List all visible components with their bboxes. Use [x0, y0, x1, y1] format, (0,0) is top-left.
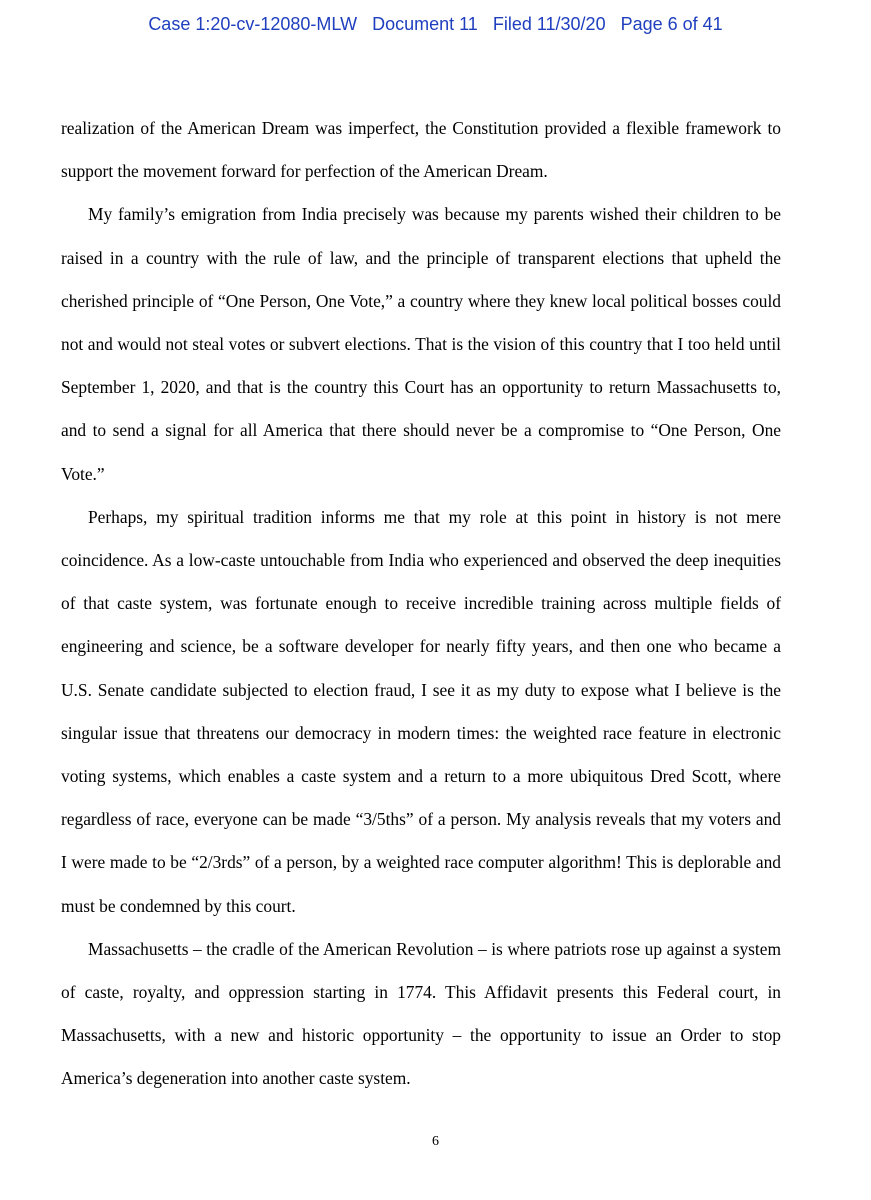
case-number: Case 1:20-cv-12080-MLW [148, 14, 358, 34]
paragraph-continuation: realization of the American Dream was imperfect, the Constitution provided a flexible framework to support the movement forward for perfection of the American Dream. [61, 118, 781, 182]
paragraph-spiritual-tradition: Perhaps, my spiritual tradition informs me that my role at this point in history is not mere coincidence. As a low-caste untouchable from India who experienced and observed the deep inequities of that caste system, was fortunate enough to receive incredible training across multiple fields of engineering and science, be a software developer for nearly fifty years, and then one who became a U.S. Senate candidate subjected to election fraud, I see it as my duty to expose what I believe is the singular issue that threatens our democracy in modern times: the weighted race feature in electronic voting systems, which enables a caste system and a return to a more ubiquitous Dred Scott, where regardless of race, everyone can be made “3/5ths” of a person. My analysis reveals that my voters and I were made to be “2/3rds” of a person, by a weighted race computer algorithm! This is deplorable and must be condemned by this court. [61, 506, 781, 916]
paragraph-family-emigration: My family’s emigration from India precisely was because my parents wished their children to be raised in a country with the rule of law, and the principle of transparent elections that upheld the cherished principle of “One Person, One Vote,” a country where they knew local political bosses could not and would not steal votes or subvert elections. That is the vision of this country that I too held until September 1, 2020, and that is the country this Court has an opportunity to return Massachusetts to, and to send a signal for all America that there should never be a compromise to “One Person, One Vote.” [61, 204, 781, 484]
filed-date: Filed 11/30/20 [492, 14, 606, 34]
body-text [61, 107, 781, 1101]
document-number: Document 11 [372, 14, 478, 34]
paragraph-massachusetts: Massachusetts – the cradle of the American Revolution – is where patriots rose up against a system of caste, royalty, and oppression starting in 1774. This Affidavit presents this Federal court, in Massachusetts, with a new and historic opportunity – the opportunity to issue an Order to stop America’s degeneration into another caste system. [61, 938, 781, 1089]
court-filing-header [0, 14, 871, 35]
page-count: Page 6 of 41 [620, 14, 723, 34]
page-number: 6 [432, 1134, 439, 1149]
